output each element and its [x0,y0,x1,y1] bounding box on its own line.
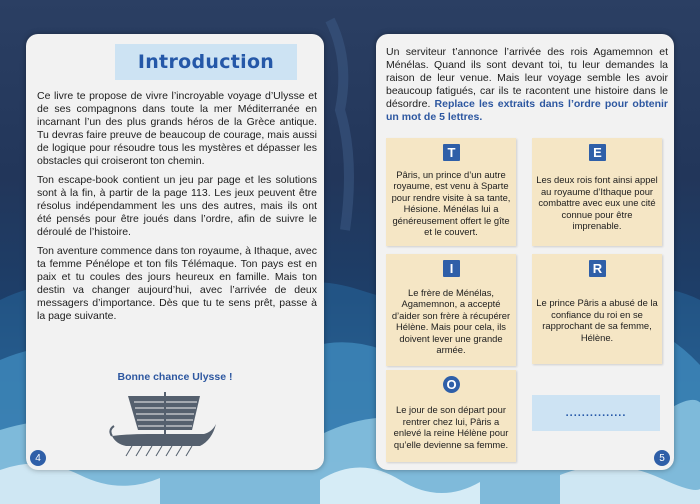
card-text: Le prince Pâris a abusé de la confiance du roi en se rapprochant de sa femme, Hélène. [536,297,658,343]
intro-paragraph: Ton escape-book contient un jeu par page et les solutions sont à la fin, à partir de la page 113. Les jeux peuvent être résolus indépendamment les uns des autres, mais ils ont été pensés pour être joués dans l’ordre, afin de suivre le déroulé de l’histoire. [37,174,317,238]
card-text: Le jour de son départ pour rentrer chez lui, Pâris a enlevé la reine Hélène pour qu’elle devienne sa femme. [393,404,509,450]
story-text [386,46,668,124]
page-number: 4 [30,450,46,466]
puzzle-instruction: Replace les extraits dans l’ordre pour obtenir un mot de 5 lettres. [386,98,668,123]
answer-box[interactable]: ............... [532,395,660,431]
card-text: Pâris, un prince d’un autre royaume, est venu à Sparte pour rendre visite à sa tante, Hésione. Ménélas lui a généreusement offert le gîte et le couvert. [391,168,511,237]
good-luck-text: Bonne chance Ulysse ! [117,371,233,383]
letter-tile: R [589,260,606,277]
letter-tile: I [443,260,460,277]
left-page [26,34,324,470]
page-number: 5 [654,450,670,466]
story-paragraph: Un serviteur t’annonce l’arrivée des rois Agamemnon et Ménélas. Quand ils sont devant toi, tu leur demandes la raison de leur venue. Mais leur voyage semble les avoir beaucoup fatigués, car ils te racontent une histoire dans le désordre. [386,46,668,110]
greek-ship-icon [108,390,218,458]
intro-text [37,90,317,329]
letter-tile: E [589,144,606,161]
card-text: Le frère de Ménélas, Agamemnon, a accepté d’aider son frère à récupérer Hélène. Mais pour cela, ils doivent lever une grande armée. [391,286,511,355]
letter-tile: T [443,144,460,161]
intro-paragraph: Ton aventure commence dans ton royaume, à Ithaque, avec ta femme Pénélope et ton fils Télémaque. Ton pays est en paix et tu coules des jours heureux en famille. Mais ton destin va changer aujourd’hui, avec l’arrivée de deux messagers d’importance. Dès que tu te sens prêt, passe à la page suivante. [37,245,317,322]
puzzle-card-i [386,254,516,366]
page-title: Introduction [137,51,275,73]
puzzle-card-t [386,138,516,246]
title-banner [115,44,297,80]
card-text: Les deux rois font ainsi appel au royaume d’Ithaque pour combattre avec eux une cité connue pour être imprenable. [536,174,658,232]
right-page [376,34,674,470]
puzzle-card-e [532,138,662,246]
intro-paragraph: Ce livre te propose de vivre l’incroyable voyage d’Ulysse et de ses compagnons dans toute la mer Méditerranée en incarnant l’un des plus grands héros de la Grèce antique. Tu devras faire preuve de beaucoup de courage, mais aussi de logique pour résoudre tous les mystères et dépasser les obstacles qui croiseront ton chemin. [37,90,317,167]
puzzle-card-r [532,254,662,364]
puzzle-card-o [386,370,516,462]
letter-tile: O [443,376,460,393]
